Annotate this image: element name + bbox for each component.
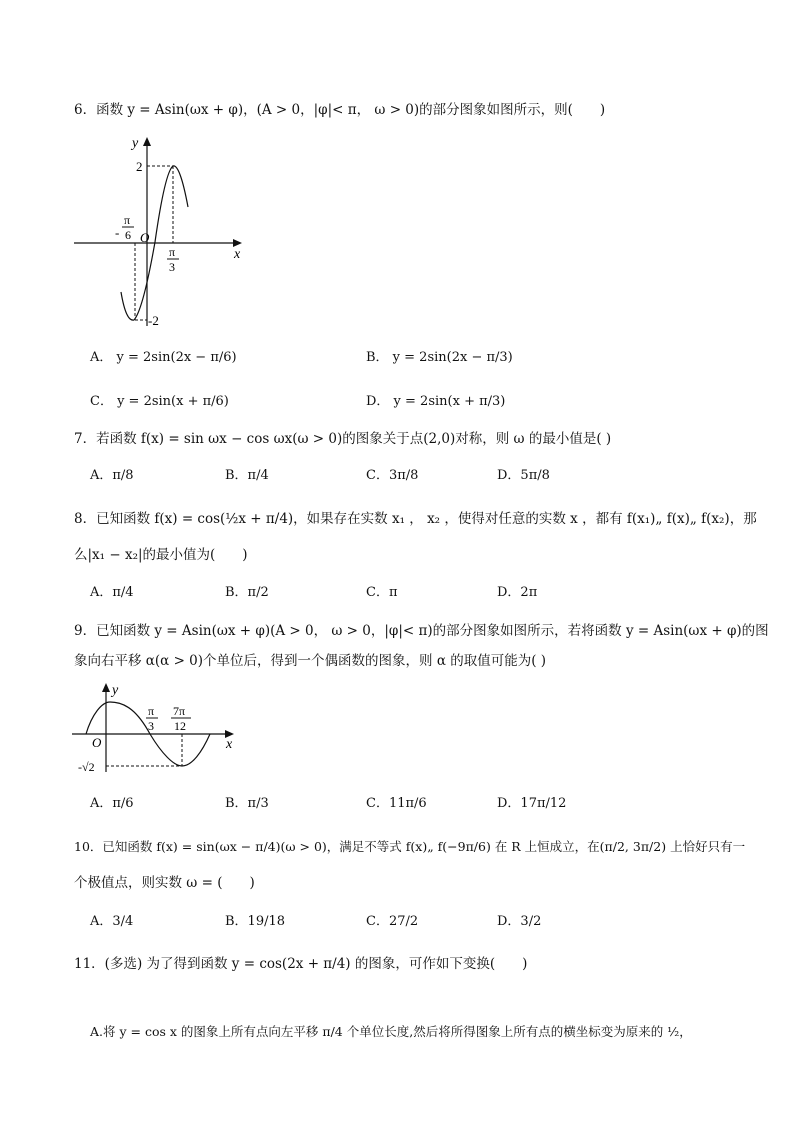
q8-option-d[interactable]: D．2π [497, 585, 538, 600]
q6-option-c[interactable]: C． y = 2sin(x + π/6) [90, 394, 229, 409]
q9-t1-num: π [148, 704, 155, 718]
q9-t2-den: 12 [174, 719, 186, 733]
q6-ymin: -2 [148, 313, 159, 328]
q6-option-d[interactable]: D． y = 2sin(x + π/3) [366, 394, 506, 409]
q9-stem-line1: 9．已知函数 y = Asin(ωx + φ)(A > 0， ω > 0，|φ|< π)的部分图象如图所示，若将函数 y = Asin(ωx + φ)的图 [74, 623, 769, 639]
q9-t1-den: 3 [148, 719, 154, 733]
q9-ymin: -√2 [78, 760, 95, 774]
q9-origin: O [92, 735, 102, 750]
q9-stem-line2: 象向右平移 α(α > 0)个单位后，得到一个偶函数的图象，则 α 的取值可能为( ) [74, 653, 547, 669]
q9-option-c[interactable]: C．11π/6 [366, 796, 427, 811]
q6-option-b[interactable]: B． y = 2sin(2x − π/3) [366, 350, 513, 365]
q6-graph [70, 134, 250, 330]
q7-stem: 7．若函数 f(x) = sin ωx − cos ωx(ω > 0)的图象关于点(2,0)对称，则 ω 的最小值是( ) [74, 431, 612, 447]
q10-stem-line1: 10．已知函数 f(x) = sin(ωx − π/4)(ω > 0)，满足不等式 f(x)„ f(−9π/6) 在 R 上恒成立，在(π/2, 3π/2) 上恰好只有一 [74, 839, 746, 854]
q8-stem-line1: 8．已知函数 f(x) = cos(½x + π/4)，如果存在实数 x₁ ， x₂ ，使得对任意的实数 x ，都有 f(x₁)„ f(x)„ f(x₂)，那 [74, 511, 757, 527]
q11-option-a[interactable]: A.将 y = cos x 的图象上所有点向左平移 π/4 个单位长度,然后将所得图象上所有点的横坐标变为原来的 ½， [90, 1024, 692, 1039]
q11-stem: 11．(多选) 为了得到函数 y = cos(2x + π/4) 的图象，可作如下变换( ) [74, 956, 528, 972]
q7-option-c[interactable]: C．3π/8 [366, 468, 419, 483]
q6-stem: 6．函数 y = Asin(ωx + φ)，(A > 0，|φ|< π， ω > 0)的部分图象如图所示，则( ) [74, 102, 606, 118]
q6-y-label: y [132, 136, 139, 151]
q6-tick-left-num: π [124, 213, 131, 227]
q7-option-a[interactable]: A．π/8 [90, 468, 134, 483]
q7-option-b[interactable]: B．π/4 [225, 468, 269, 483]
q8-option-a[interactable]: A．π/4 [90, 585, 134, 600]
q8-stem-line2: 么|x₁ − x₂|的最小值为( ) [74, 547, 248, 563]
q6-tick-right-num: π [169, 245, 176, 259]
q9-t2-num: 7π [173, 704, 186, 718]
q10-option-c[interactable]: C．27/2 [366, 914, 419, 929]
q9-y-label: y [112, 683, 119, 698]
q10-option-b[interactable]: B．19/18 [225, 914, 286, 929]
q7-option-d[interactable]: D．5π/8 [497, 468, 550, 483]
q9-option-b[interactable]: B．π/3 [225, 796, 269, 811]
q6-x-label: x [234, 247, 241, 262]
q6-tick-left-den: 6 [125, 228, 131, 242]
q6-option-a[interactable]: A． y = 2sin(2x − π/6) [90, 350, 237, 365]
q10-option-a[interactable]: A．3/4 [90, 914, 134, 929]
q8-option-b[interactable]: B．π/2 [225, 585, 269, 600]
q9-option-a[interactable]: A．π/6 [90, 796, 134, 811]
q6-origin: O [140, 230, 150, 245]
q9-graph [70, 680, 245, 775]
q10-option-d[interactable]: D．3/2 [497, 914, 542, 929]
q6-tick-left-sign: - [115, 225, 120, 240]
q8-option-c[interactable]: C．π [366, 585, 398, 600]
q6-ymax: 2 [136, 159, 143, 174]
q10-stem-line2: 个极值点，则实数 ω = ( ) [74, 875, 255, 891]
q6-tick-right-den: 3 [169, 260, 175, 274]
q9-option-d[interactable]: D．17π/12 [497, 796, 567, 811]
q9-x-label: x [226, 737, 233, 752]
